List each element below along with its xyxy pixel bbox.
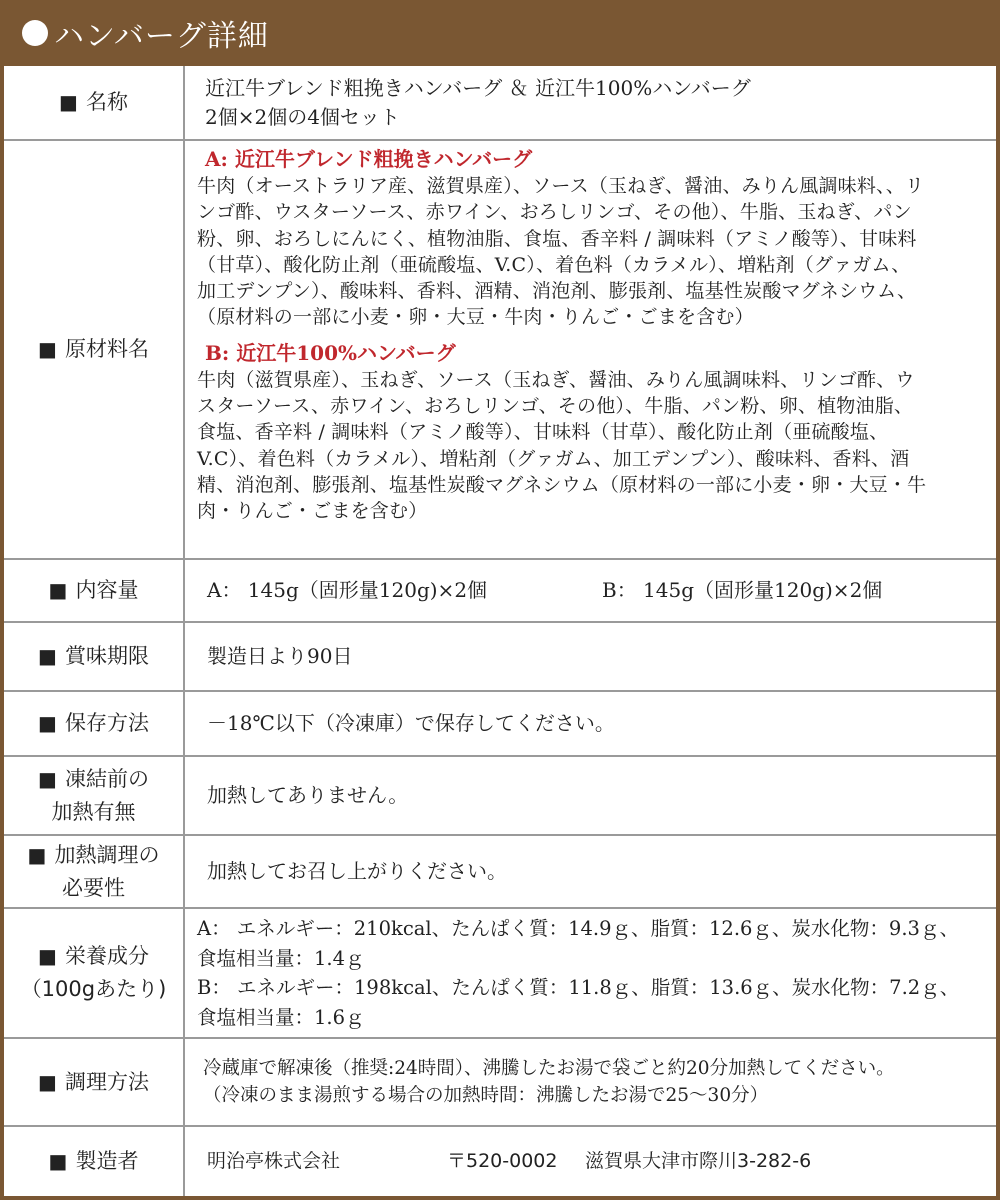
row-nutrition	[4, 909, 996, 1039]
product-set: 2個×2個の4個セット	[205, 104, 400, 129]
row-name	[4, 66, 996, 141]
square-bullet-icon: ■	[27, 842, 47, 867]
detail-table	[0, 66, 1000, 1200]
square-bullet-icon: ■	[38, 337, 57, 361]
ingredients-b-line: V.C）、着色料（カラメル）、増粘剤（グァガム、加工デンプン）、酸味料、香料、酒	[197, 447, 910, 470]
square-bullet-icon: ■	[38, 1069, 57, 1094]
ingredients-a-line: 牛肉（オーストラリア産、滋賀県産）、ソース（玉ねぎ、醤油、みりん風調味料、、リ	[197, 175, 925, 197]
circle-bullet-icon	[22, 20, 48, 46]
method-line: 冷蔵庫で解凍後（推奨:24時間）、沸騰したお湯で袋ごと約20分加熱してください。	[203, 1058, 895, 1079]
square-bullet-icon: ■	[38, 711, 57, 735]
row-label: ■ 保存方法	[4, 692, 185, 755]
row-value	[185, 1039, 996, 1125]
row-maker	[4, 1127, 996, 1196]
row-value	[185, 909, 996, 1037]
row-label: ■ 原材料名	[4, 141, 185, 558]
row-label: ■ 加熱調理の 必要性	[4, 836, 185, 907]
ingredients-b-title: B: 近江牛100%ハンバーグ	[205, 340, 456, 365]
ingredients-a-line: ンゴ酢、ウスターソース、赤ワイン、おろしリンゴ、その他）、牛脂、玉ねぎ、パン	[197, 201, 912, 224]
row-value	[185, 560, 996, 621]
ingredients-b-line: 牛肉（滋賀県産）、玉ねぎ、ソース（玉ねぎ、醤油、みりん風調味料、リンゴ酢、ウ	[197, 368, 915, 391]
row-value	[185, 692, 996, 755]
row-content	[4, 560, 996, 623]
row-label: ■ 栄養成分 （100gあたり)	[4, 909, 185, 1037]
maker-zip: 〒520-0002	[447, 1150, 558, 1172]
page-header	[0, 0, 1000, 66]
row-label: ■ 賞味期限	[4, 623, 185, 690]
row-value	[185, 66, 996, 139]
row-expiry	[4, 623, 996, 692]
ingredients-a-line: 加工デンプン）、酸味料、香料、酒精、消泡剤、膨張剤、塩基性炭酸マグネシウム、	[197, 280, 917, 303]
expiry-value: 製造日より90日	[207, 644, 353, 668]
ingredients-a-line: （原材料の一部に小麦・卵・大豆・牛肉・りんご・ごまを含む）	[197, 306, 754, 329]
ingredients-a-title: A: 近江牛ブレンド粗挽きハンバーグ	[205, 147, 533, 171]
ingredients-a-line: 粉、卵、おろしにんにく、植物油脂、食塩、香辛料 / 調味料（アミノ酸等）、甘味料	[197, 227, 917, 250]
square-bullet-icon: ■	[48, 1149, 68, 1173]
preheat-value: 加熱してありません。	[207, 783, 409, 807]
row-label: ■ 製造者	[4, 1127, 185, 1196]
page-title: ハンバーグ詳細	[54, 19, 269, 54]
row-value	[185, 141, 996, 558]
square-bullet-icon: ■	[48, 578, 68, 602]
row-value	[185, 757, 996, 834]
row-method	[4, 1039, 996, 1127]
row-ingredients	[4, 141, 996, 560]
storage-value: －18℃以下（冷凍庫）で保存してください。	[207, 711, 615, 735]
row-preheat	[4, 757, 996, 836]
ingredients-b-line: スターソース、赤ワイン、おろしリンゴ、その他）、牛脂、パン粉、卵、植物油脂、	[197, 395, 914, 418]
ingredients-b-line: 肉・りんご・ごまを含む）	[197, 500, 428, 523]
ingredients-b-line: 精、消泡剤、膨張剤、塩基性炭酸マグネシウム（原材料の一部に小麦・卵・大豆・牛	[197, 473, 927, 496]
nutrition-line: 食塩相当量：1.4ｇ	[197, 946, 365, 970]
row-storage	[4, 692, 996, 757]
product-name: 近江牛ブレンド粗挽きハンバーグ ＆ 近江牛100%ハンバーグ	[205, 75, 751, 100]
row-label: ■ 凍結前の 加熱有無	[4, 757, 185, 834]
row-value	[185, 1127, 996, 1196]
cooking-needed-value: 加熱してお召し上がりください。	[207, 859, 507, 883]
square-bullet-icon: ■	[38, 766, 57, 791]
maker-company: 明治亭株式会社	[207, 1150, 341, 1172]
row-label: ■ 内容量	[4, 560, 185, 621]
content-b: B： 145g（固形量120g)×2個	[602, 578, 883, 602]
square-bullet-icon: ■	[59, 90, 78, 114]
row-label: ■ 名称	[4, 66, 185, 139]
nutrition-line: B： エネルギー：198kcal、たんぱく質：11.8ｇ、脂質：13.6ｇ、炭水化物：7.2ｇ、	[197, 976, 960, 999]
content-a: A： 145g（固形量120g)×2個	[207, 578, 488, 602]
row-value	[185, 623, 996, 690]
square-bullet-icon: ■	[38, 644, 57, 668]
row-label: ■ 調理方法	[4, 1039, 185, 1125]
row-cooking-needed	[4, 836, 996, 909]
ingredients-b-line: 食塩、香辛料 / 調味料（アミノ酸等）、甘味料（甘草）、酸化防止剤（亜硫酸塩、	[197, 421, 889, 444]
row-value	[185, 836, 996, 907]
ingredients-a-line: （甘草）、酸化防止剤（亜硫酸塩、V.C）、着色料（カラメル）、増粘剤（グァガム、	[197, 253, 911, 276]
maker-address: 滋賀県大津市際川3-282-6	[585, 1150, 812, 1172]
method-line: （冷凍のまま湯煎する場合の加熱時間：沸騰したお湯で25〜30分）	[203, 1085, 769, 1106]
square-bullet-icon: ■	[38, 944, 57, 968]
nutrition-line: A： エネルギー：210kcal、たんぱく質：14.9ｇ、脂質：12.6ｇ、炭水化物：9.3ｇ、	[197, 917, 959, 940]
nutrition-line: 食塩相当量：1.6ｇ	[197, 1005, 365, 1029]
